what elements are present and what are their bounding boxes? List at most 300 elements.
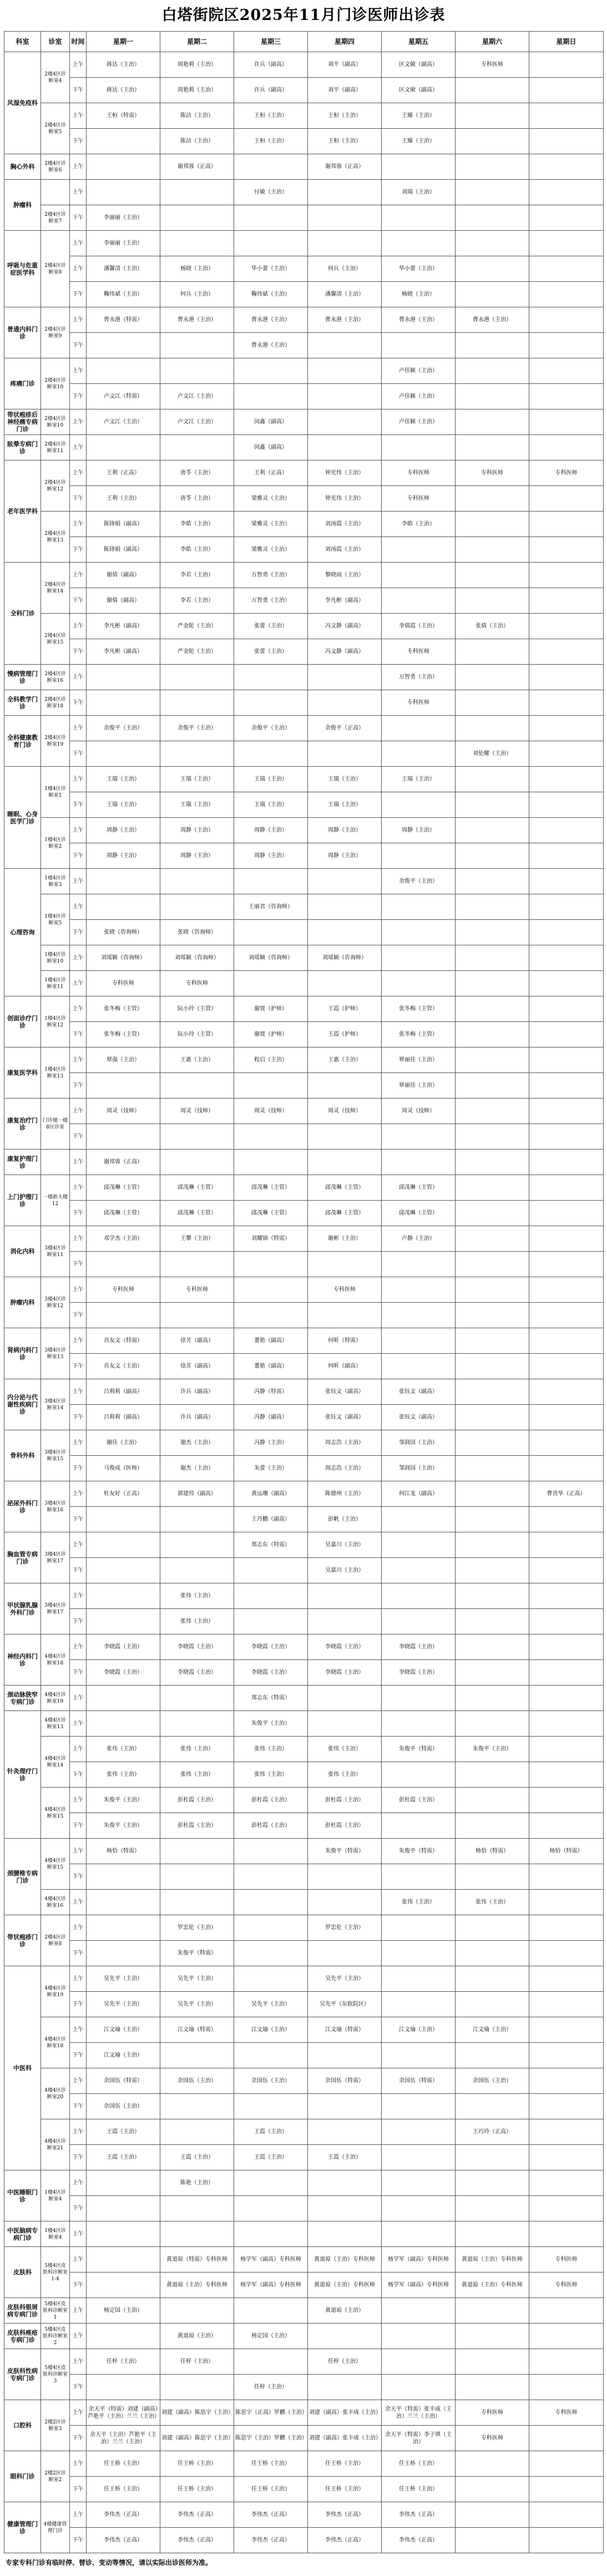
doctor-cell xyxy=(234,1252,308,1277)
period-cell: 下午 xyxy=(70,1813,87,1839)
doctor-cell: 王攀（主治） xyxy=(160,1226,234,1252)
doctor-cell xyxy=(456,1558,529,1583)
doctor-cell: 江文瑜（主治） xyxy=(456,2017,529,2043)
doctor-cell xyxy=(529,1175,604,1201)
doctor-cell xyxy=(87,358,160,384)
period-cell: 上午 xyxy=(70,1150,87,1175)
doctor-cell xyxy=(456,1201,529,1226)
doctor-cell xyxy=(308,1686,382,1711)
doctor-cell xyxy=(529,2426,604,2451)
doctor-cell xyxy=(529,818,604,843)
doctor-cell xyxy=(456,894,529,920)
doctor-cell xyxy=(160,1558,234,1583)
period-cell: 下午 xyxy=(70,1022,87,1047)
period-cell: 上午 xyxy=(70,2017,87,2043)
doctor-cell xyxy=(160,1890,234,1915)
doctor-cell: 卢佳颖（主治） xyxy=(382,384,456,409)
doctor-cell xyxy=(234,231,308,256)
dept-name: 眼科门诊 xyxy=(4,2451,41,2502)
doctor-cell xyxy=(160,690,234,716)
doctor-cell: 专科医师 xyxy=(382,639,456,665)
room-cell: 2楼4区诊断室4 xyxy=(41,52,70,103)
doctor-cell xyxy=(456,2451,529,2477)
doctor-cell xyxy=(160,1303,234,1328)
doctor-cell xyxy=(382,2094,456,2119)
dept-name: 皮肤科性病专病门诊 xyxy=(4,2349,41,2400)
doctor-cell xyxy=(382,435,456,460)
table-row xyxy=(4,435,604,460)
doctor-cell xyxy=(456,945,529,971)
table-row xyxy=(4,1609,604,1634)
doctor-cell: 谢邦蓉（正高） xyxy=(308,154,382,180)
period-cell: 上午 xyxy=(70,869,87,894)
doctor-cell xyxy=(456,1711,529,1737)
doctor-cell: 黄道琼（主治） xyxy=(308,2298,382,2324)
doctor-cell: 李丽丽（主治） xyxy=(87,231,160,256)
doctor-cell: 任王桥（主治） xyxy=(234,2451,308,2477)
doctor-cell: 王利（主治） xyxy=(87,486,160,512)
doctor-cell xyxy=(87,1890,160,1915)
doctor-cell: 吕莉莉（副高） xyxy=(87,1405,160,1430)
doctor-cell xyxy=(308,2375,382,2400)
doctor-cell xyxy=(234,690,308,716)
room-cell: 2楼4区诊断室14 xyxy=(41,563,70,614)
doctor-cell: 彭帆（主治） xyxy=(308,1507,382,1532)
doctor-cell: 余俊平（主治） xyxy=(87,716,160,741)
doctor-cell xyxy=(529,52,604,78)
table-row xyxy=(4,2119,604,2145)
table-row xyxy=(4,665,604,690)
table-row xyxy=(4,818,604,843)
doctor-cell xyxy=(382,792,456,818)
doctor-cell: 李伟杰（正高） xyxy=(308,2502,382,2528)
period-cell: 上午 xyxy=(70,1379,87,1405)
doctor-cell xyxy=(456,1634,529,1660)
period-cell: 下午 xyxy=(70,1941,87,1966)
doctor-cell xyxy=(234,384,308,409)
doctor-cell: 彭杜霞（主治） xyxy=(234,1788,308,1813)
header-room: 诊室 xyxy=(41,32,70,52)
period-cell: 下午 xyxy=(70,1252,87,1277)
doctor-cell: 江文瑜（特需） xyxy=(160,2017,234,2043)
page-title: 白塔街院区2025年11月门诊医师出诊表 xyxy=(161,7,446,24)
doctor-cell: 冯文静（副高） xyxy=(308,639,382,665)
doctor-cell: 谢邦蓉（正高） xyxy=(87,1150,160,1175)
doctor-cell: 周灵（技师） xyxy=(160,1099,234,1124)
doctor-cell xyxy=(529,1328,604,1354)
period-cell: 上午 xyxy=(70,1966,87,1992)
table-row xyxy=(4,1379,604,1405)
doctor-cell: 朱俊平（特需） xyxy=(382,1839,456,1864)
period-cell: 上午 xyxy=(70,154,87,180)
doctor-cell xyxy=(160,231,234,256)
doctor-cell: 刘耀锦（特需） xyxy=(234,1226,308,1252)
doctor-cell: 何昕（副高） xyxy=(308,1354,382,1379)
doctor-cell: 谢贾（护师） xyxy=(234,996,308,1022)
doctor-cell xyxy=(529,767,604,792)
doctor-cell xyxy=(234,2170,308,2196)
doctor-cell xyxy=(87,1711,160,1737)
doctor-cell xyxy=(308,1583,382,1609)
doctor-cell xyxy=(456,1277,529,1303)
doctor-cell xyxy=(160,1532,234,1558)
doctor-cell xyxy=(87,154,160,180)
doctor-cell xyxy=(87,1558,160,1583)
doctor-cell xyxy=(87,2170,160,2196)
doctor-cell xyxy=(382,2298,456,2324)
doctor-cell xyxy=(456,2349,529,2375)
doctor-cell xyxy=(529,2068,604,2094)
doctor-cell: 周灵（技师） xyxy=(308,1099,382,1124)
room-cell: 4楼4区诊断室13 xyxy=(41,1711,70,1737)
doctor-cell xyxy=(529,1507,604,1532)
doctor-cell: 卢文江（主治） xyxy=(87,409,160,435)
dept-name: 皮肤科 xyxy=(4,2247,41,2298)
doctor-cell xyxy=(234,869,308,894)
doctor-cell: 李晓霞（主治） xyxy=(160,1634,234,1660)
table-row xyxy=(4,792,604,818)
doctor-cell: 陈锋娟（副高） xyxy=(87,537,160,563)
doctor-cell xyxy=(87,1583,160,1609)
room-cell: 2楼4区诊断室12 xyxy=(41,460,70,512)
doctor-cell xyxy=(308,180,382,205)
table-row xyxy=(4,1328,604,1354)
doctor-cell xyxy=(87,129,160,154)
room-cell: 2楼4区诊断室6 xyxy=(41,154,70,180)
doctor-cell: 谢彬（主治） xyxy=(308,1226,382,1252)
doctor-cell xyxy=(160,869,234,894)
doctor-cell: 阮小玲（主管） xyxy=(160,996,234,1022)
doctor-cell: 严金陀（主治） xyxy=(160,639,234,665)
period-cell: 下午 xyxy=(70,1303,87,1328)
table-row xyxy=(4,1992,604,2017)
doctor-cell: 陈思宇（正高）罗鹏（主治） xyxy=(234,2400,308,2426)
doctor-cell: 周静（主治） xyxy=(160,818,234,843)
room-cell: 1楼4区诊断室10 xyxy=(41,945,70,971)
doctor-cell xyxy=(456,1507,529,1532)
table-row xyxy=(4,2170,604,2196)
doctor-cell: 邱茂琳（主管） xyxy=(160,1175,234,1201)
schedule-body xyxy=(4,52,604,2553)
doctor-cell: 李晓霞（主治） xyxy=(308,1660,382,1686)
table-row xyxy=(4,971,604,996)
doctor-cell xyxy=(382,1583,456,1609)
doctor-cell xyxy=(529,486,604,512)
doctor-cell xyxy=(529,1941,604,1966)
dept-name: 胸心外科 xyxy=(4,154,41,180)
doctor-cell: 周艳莉（主治） xyxy=(160,78,234,103)
dept-name: 内分泌与代谢性疾病门诊 xyxy=(4,1379,41,1430)
doctor-cell xyxy=(382,2221,456,2247)
doctor-cell xyxy=(382,1609,456,1634)
doctor-cell: 张钰文（副高） xyxy=(382,1379,456,1405)
doctor-cell xyxy=(456,180,529,205)
doctor-cell xyxy=(529,2477,604,2502)
header-tue: 星期二 xyxy=(160,32,234,52)
doctor-cell: 李伟杰（正高） xyxy=(234,2502,308,2528)
doctor-cell xyxy=(529,1150,604,1175)
doctor-cell: 刘瑞（主治） xyxy=(382,180,456,205)
table-row xyxy=(4,945,604,971)
room-cell: 3楼4区诊断室12 xyxy=(41,1277,70,1328)
room-cell: 4楼4区诊断室14 xyxy=(41,1737,70,1788)
doctor-cell: 王霞（护师） xyxy=(308,1022,382,1047)
doctor-cell: 黄道琼（主治）专科医师 xyxy=(456,2273,529,2298)
table-row xyxy=(4,1583,604,1609)
room-cell: 3楼4区诊断室17 xyxy=(41,1583,70,1634)
doctor-cell xyxy=(160,1686,234,1711)
doctor-cell: 江文瑜（特需） xyxy=(308,2017,382,2043)
doctor-cell: 专科医师 xyxy=(529,2400,604,2426)
doctor-cell xyxy=(87,1686,160,1711)
dept-name: 全科教学门诊 xyxy=(4,690,41,716)
period-cell: 下午 xyxy=(70,1354,87,1379)
doctor-cell: 肖友文（特需） xyxy=(87,1328,160,1354)
doctor-cell: 李凡彬（副高） xyxy=(87,639,160,665)
period-cell: 上午 xyxy=(70,103,87,129)
doctor-cell: 王利（正高） xyxy=(87,460,160,486)
doctor-cell: 万智勇（主治） xyxy=(234,588,308,614)
doctor-cell: 周静（主治） xyxy=(308,843,382,869)
period-cell: 上午 xyxy=(70,1430,87,1456)
doctor-cell: 王霞（主治） xyxy=(87,2119,160,2145)
doctor-cell: 刘平（副高） xyxy=(308,52,382,78)
doctor-cell: 卢文江（主治） xyxy=(160,409,234,435)
doctor-cell xyxy=(456,2145,529,2170)
doctor-cell xyxy=(529,1047,604,1073)
doctor-cell xyxy=(529,1532,604,1558)
period-cell: 上午 xyxy=(70,996,87,1022)
doctor-cell: 卢佳颖（主治） xyxy=(382,409,456,435)
table-row xyxy=(4,2477,604,2502)
doctor-cell: 杨学军（副高）专科医师 xyxy=(234,2247,308,2273)
doctor-cell: 专科医师 xyxy=(382,690,456,716)
doctor-cell xyxy=(529,2451,604,2477)
doctor-cell xyxy=(456,231,529,256)
doctor-cell xyxy=(529,1201,604,1226)
doctor-cell xyxy=(529,512,604,537)
table-row xyxy=(4,1532,604,1558)
doctor-cell xyxy=(456,512,529,537)
doctor-cell: 王霞（主治） xyxy=(234,2145,308,2170)
table-row xyxy=(4,1099,604,1124)
table-row xyxy=(4,1634,604,1660)
doctor-cell: 邱茂琳（主管） xyxy=(160,1201,234,1226)
doctor-cell: 陈艳（主治） xyxy=(160,2170,234,2196)
doctor-cell xyxy=(308,1864,382,1890)
doctor-cell xyxy=(382,741,456,767)
doctor-cell: 王霞（护师） xyxy=(308,996,382,1022)
doctor-cell: 杨定国（主治） xyxy=(87,2298,160,2324)
room-cell: 3楼4区诊断室14 xyxy=(41,1379,70,1430)
period-cell: 下午 xyxy=(70,1992,87,2017)
doctor-cell xyxy=(529,1737,604,1762)
doctor-cell xyxy=(529,2298,604,2324)
doctor-cell: 任王桥（主治） xyxy=(234,2477,308,2502)
doctor-cell xyxy=(308,2221,382,2247)
table-row xyxy=(4,2273,604,2298)
doctor-cell: 吴先平（主治） xyxy=(234,1992,308,2017)
doctor-cell xyxy=(529,333,604,358)
doctor-cell xyxy=(308,384,382,409)
room-cell: 1楼4区诊断室4 xyxy=(41,2221,70,2247)
table-row xyxy=(4,2221,604,2247)
doctor-cell: 朱俊平（特需） xyxy=(382,1737,456,1762)
doctor-cell xyxy=(234,1277,308,1303)
doctor-cell xyxy=(456,690,529,716)
doctor-cell xyxy=(456,1583,529,1609)
doctor-cell: 朱俊平（主治） xyxy=(456,1737,529,1762)
table-row xyxy=(4,2068,604,2094)
doctor-cell xyxy=(234,1890,308,1915)
doctor-cell: 任王桥（主治） xyxy=(87,2451,160,2477)
period-cell: 下午 xyxy=(70,486,87,512)
table-row xyxy=(4,231,604,256)
doctor-cell xyxy=(234,2221,308,2247)
doctor-cell xyxy=(382,1686,456,1711)
doctor-cell: 周静（主治） xyxy=(382,818,456,843)
doctor-cell xyxy=(234,1073,308,1099)
doctor-cell xyxy=(529,2324,604,2349)
doctor-cell xyxy=(382,205,456,231)
table-row xyxy=(4,358,604,384)
doctor-cell: 王霞（主治） xyxy=(87,2145,160,2170)
doctor-cell: 余天平（特需）张丰成（主治）兰兰（主治） xyxy=(382,2400,456,2426)
doctor-cell xyxy=(382,1762,456,1788)
doctor-cell: 曹永港（特需） xyxy=(87,307,160,333)
period-cell: 下午 xyxy=(70,333,87,358)
doctor-cell xyxy=(456,563,529,588)
header-sat: 星期六 xyxy=(456,32,529,52)
period-cell: 下午 xyxy=(70,205,87,231)
doctor-cell: 何兵（主治） xyxy=(308,256,382,282)
doctor-cell: 张伟（主治） xyxy=(234,1762,308,1788)
doctor-cell xyxy=(382,2119,456,2145)
doctor-cell: 吴先平（主治） xyxy=(160,1966,234,1992)
doctor-cell: 黄道琼（特需）专科医师 xyxy=(160,2247,234,2273)
doctor-cell: 谢邦蓉（正高） xyxy=(160,154,234,180)
doctor-cell xyxy=(382,1532,456,1558)
doctor-cell: 许兵（副高） xyxy=(234,78,308,103)
doctor-cell: 李伟杰（正高） xyxy=(382,2528,456,2553)
doctor-cell: 李晓霞（主治） xyxy=(308,1634,382,1660)
doctor-cell xyxy=(160,1864,234,1890)
doctor-cell xyxy=(456,103,529,129)
doctor-cell xyxy=(456,843,529,869)
doctor-cell xyxy=(87,2273,160,2298)
doctor-cell xyxy=(382,1303,456,1328)
room-cell: 2楼4区诊断室15 xyxy=(41,614,70,665)
doctor-cell xyxy=(456,154,529,180)
doctor-cell xyxy=(456,1941,529,1966)
room-cell: 5楼4区皮肤科诊断室3 xyxy=(41,2349,70,2400)
doctor-cell xyxy=(456,2170,529,2196)
doctor-cell: 余天平（特需）李子琪（主治） xyxy=(382,2426,456,2451)
period-cell: 下午 xyxy=(70,2094,87,2119)
doctor-cell: 张伟（主治） xyxy=(308,1737,382,1762)
table-row xyxy=(4,409,604,435)
doctor-cell: 董艳（副高） xyxy=(234,1328,308,1354)
dept-name: 口腔科 xyxy=(4,2400,41,2451)
doctor-cell: 任王桥（主治） xyxy=(160,2477,234,2502)
doctor-cell xyxy=(308,971,382,996)
doctor-cell: 张冬梅（主管） xyxy=(382,1022,456,1047)
doctor-cell xyxy=(382,1277,456,1303)
doctor-cell: 覃强（主治） xyxy=(87,1047,160,1073)
doctor-cell xyxy=(234,665,308,690)
doctor-cell xyxy=(456,2043,529,2068)
doctor-cell: 余国伍（主治） xyxy=(160,2068,234,2094)
dept-name: 骨科外科 xyxy=(4,1430,41,1481)
doctor-cell xyxy=(529,716,604,741)
doctor-cell xyxy=(456,282,529,307)
doctor-cell xyxy=(87,1252,160,1277)
doctor-cell xyxy=(529,869,604,894)
period-cell: 上午 xyxy=(70,231,87,256)
table-row xyxy=(4,1022,604,1047)
doctor-cell xyxy=(160,1711,234,1737)
doctor-cell xyxy=(160,2298,234,2324)
table-row xyxy=(4,614,604,639)
doctor-cell xyxy=(456,1762,529,1788)
doctor-cell xyxy=(234,2196,308,2221)
doctor-cell: 程启（主治） xyxy=(234,1047,308,1073)
doctor-cell: 张伟（主治） xyxy=(160,1737,234,1762)
table-row xyxy=(4,460,604,486)
doctor-cell: 黄道琼（主治）专科医师 xyxy=(308,2273,382,2298)
period-cell: 上午 xyxy=(70,2349,87,2375)
doctor-cell: 张蕾（主治） xyxy=(234,614,308,639)
doctor-cell xyxy=(529,1430,604,1456)
doctor-cell: 任王桥（主治） xyxy=(308,2477,382,2502)
doctor-cell xyxy=(382,920,456,945)
doctor-cell: 王瑞（主治） xyxy=(234,792,308,818)
doctor-cell: 郭建伟（副高） xyxy=(160,1481,234,1507)
doctor-cell xyxy=(529,2502,604,2528)
room-cell: 4楼健康管理门诊 xyxy=(41,2502,70,2553)
dept-name: 风湿免疫科 xyxy=(4,52,41,154)
doctor-cell xyxy=(529,1813,604,1839)
table-row xyxy=(4,1481,604,1507)
doctor-cell xyxy=(382,154,456,180)
doctor-cell xyxy=(456,1047,529,1073)
table-row xyxy=(4,2426,604,2451)
period-cell: 上午 xyxy=(70,460,87,486)
table-row xyxy=(4,256,604,282)
doctor-cell: 梁雅灵（主治） xyxy=(234,537,308,563)
doctor-cell xyxy=(234,1609,308,1634)
doctor-cell: 李晓霞（主治） xyxy=(234,1634,308,1660)
doctor-cell: 区文敏（副高） xyxy=(382,52,456,78)
doctor-cell: 余国伍（主治） xyxy=(234,2068,308,2094)
period-cell: 上午 xyxy=(70,2068,87,2094)
doctor-cell: 杨学军（副高）专科医师 xyxy=(382,2273,456,2298)
doctor-cell xyxy=(456,639,529,665)
doctor-cell: 周静（主治） xyxy=(234,843,308,869)
doctor-cell xyxy=(234,205,308,231)
doctor-cell: 何兵（主治） xyxy=(160,282,234,307)
doctor-cell: 杨学军（副高）专科医师 xyxy=(234,2273,308,2298)
doctor-cell xyxy=(87,1941,160,1966)
period-cell: 上午 xyxy=(70,2324,87,2349)
doctor-cell xyxy=(529,1354,604,1379)
table-row xyxy=(4,2349,604,2375)
table-row xyxy=(4,920,604,945)
doctor-cell: 李皓（主治） xyxy=(160,537,234,563)
room-cell: 4楼4区诊断室18 xyxy=(41,1634,70,1686)
table-row xyxy=(4,563,604,588)
doctor-cell xyxy=(160,2221,234,2247)
